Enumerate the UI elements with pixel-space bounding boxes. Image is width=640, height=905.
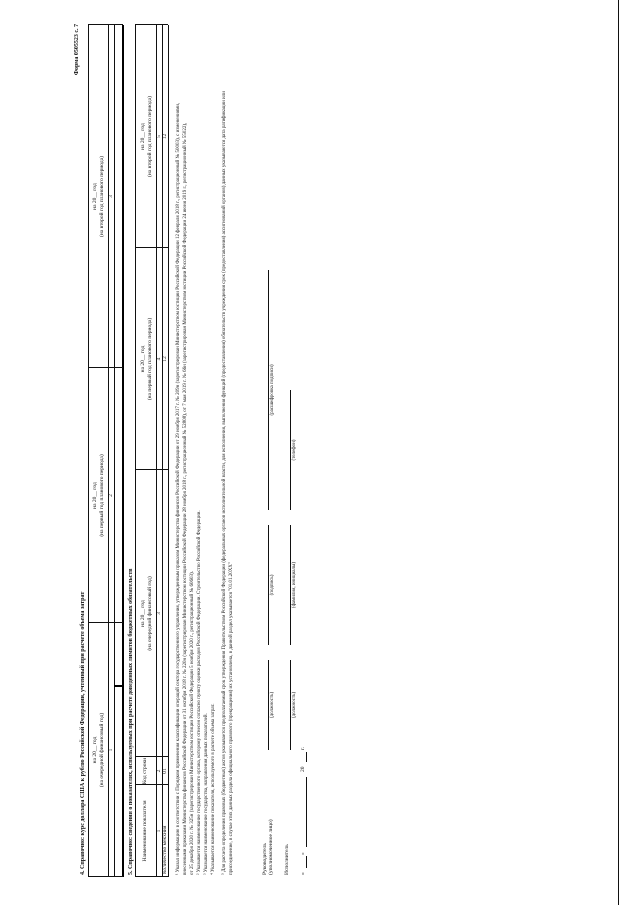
head-position-caption: (должность) <box>270 691 275 719</box>
head-decode-line[interactable] <box>268 270 269 510</box>
s5-top-border <box>135 25 136 877</box>
date-year-prefix: 20 <box>300 766 306 772</box>
s5-num-col3: 3 <box>156 612 162 615</box>
section4-title: 4. Справочно: курс доллара США к рублю Российской Федерации, учтенный при расчете объема затрат <box>80 591 86 875</box>
footnote-1-end: от 25 декабря 2020 г. № 325н (зарегистрирован Министерством юстиции Российской Федерации 5 ноября 2020 г., регистрационный № 60603). <box>190 571 195 875</box>
head-signature-line[interactable] <box>268 525 269 645</box>
date-open-quote: « <box>300 872 306 875</box>
s4-value-cell-mark <box>114 685 123 687</box>
s5-col-code-header: Код строки <box>142 757 148 785</box>
head-position-line[interactable] <box>268 660 269 750</box>
exec-fio-caption: (фамилия, инициалы) <box>292 561 297 609</box>
s5-num-code: 2 <box>156 769 162 773</box>
head-decode-caption: (расшифровка подписи) <box>270 364 275 416</box>
s4-col3-caption: (на второй год планового периода) <box>99 156 105 237</box>
date-close-quote: » <box>300 852 306 855</box>
section5-title: 5. Справочно: сведения о показателях, используемых при расчете доведенных лимитов бюджетных обязательств <box>128 568 134 875</box>
s5-col3-year: на 20__ год <box>140 600 146 627</box>
exec-position-line[interactable] <box>290 660 291 750</box>
head-signature-caption: (подпись) <box>270 574 275 596</box>
s5-row-code: 01 <box>162 768 168 774</box>
s5-row-col4: 12 <box>162 356 168 362</box>
date-day-line[interactable] <box>306 856 307 868</box>
s4-num-bottom <box>114 25 115 877</box>
head-sub: (уполномоченное лицо) <box>268 819 274 875</box>
date-year-line[interactable] <box>306 752 307 762</box>
head-label: Руководитель <box>262 843 268 875</box>
s4-bottom-border <box>122 25 124 877</box>
s5-num-col5: 5 <box>156 135 162 138</box>
s5-row-col5: 12 <box>162 133 168 140</box>
s5-col4-year: на 20__ год <box>140 345 146 373</box>
s5-col3-caption: (на очередной финансовый год) <box>147 576 153 651</box>
exec-phone-caption: (телефон) <box>292 439 297 461</box>
form-id: Форма 0505523 с. 7 <box>74 24 80 76</box>
s4-top-border <box>88 25 89 877</box>
s5-col4-caption: (на первый год планового периода) <box>147 317 153 401</box>
s4-col3-year: на 20__ год <box>92 183 98 210</box>
exec-position-caption: (должность) <box>292 691 297 719</box>
date-year-suffix: г. <box>300 746 306 750</box>
footnote-3: ³ Указывается наименование государства, направления данных показателей. <box>204 713 209 875</box>
footnote-1: ¹ Указал информацию в соответствии с Порядком применения классификации операций сектора государственного управления, утвержденным приказом Министерства финансов Российской Федерации от 29 ноября 2017 г. № 209н (зарегистрирован Министерством юстиции Российской Федерации 12 февраля 2018 г., регистрационный № 50003), с изменениями, <box>176 102 181 875</box>
s5-row-bottom <box>168 25 169 877</box>
s4-col1-year: на 20__ год <box>92 736 98 764</box>
footnote-4: ⁴ Указывается наименование показателя, используемого в расчете объема затрат. <box>211 703 216 875</box>
s5-num-col4: 4 <box>156 357 162 361</box>
footnote-5-cont: присоединение, в случае этих данных раздела официального правового (прекращения) их установлена, в данной раздел указывается "01.01.20ХХ" <box>229 562 234 875</box>
s5-col5-caption: (на второй год планового периода) <box>147 96 153 177</box>
s4-col3-num: 3 <box>108 195 114 198</box>
s4-col2-year: на 20__ год <box>92 482 98 509</box>
footnote-1-cont: внесенными приказами Министерства финансов Российской Федерации от 31 октября 2018 г. № 220н (зарегистрирован Министерством юстиции Российской Федерации 28 ноября 2018 г., регистрационный № 52808), от 7 мая 2019 г. № 66н (зарегистрирован Министерством юстиции Российской Федерации 24 июня 2019 г., регистрационный № 55022), <box>183 122 188 875</box>
s4-col1-caption: (на очередной финансовый год) <box>99 712 105 788</box>
date-month-line[interactable] <box>306 777 307 847</box>
s5-row-label: Количество мекхния <box>162 825 168 874</box>
exec-phone-line[interactable] <box>290 390 291 510</box>
footnote-5: ⁵ Для расчета определения правовых (бюджетных) актов указывается предполагаемый срок утверждения Правительством Российской Федерации (федеральных органов исполнительной власти, для исполнения, выполнения функций (предоставления) обязательств учреждения срок (предоставления) ассигнований органов) данных указываются дата ратификации или <box>222 91 227 875</box>
s4-col2-caption: (на первый год планового периода) <box>99 454 105 537</box>
exec-label: Исполнитель <box>284 844 290 875</box>
s5-left-border <box>135 876 168 877</box>
s5-num-name: 1 <box>156 829 162 833</box>
exec-fio-line[interactable] <box>290 525 291 645</box>
page-bottom-edge <box>618 0 619 905</box>
s4-col2-num: 2 <box>108 494 114 497</box>
s5-col-name-header: Наименование показателя <box>142 800 148 862</box>
s4-col1-num: 1 <box>108 748 114 752</box>
s5-col5-year: на 20__ год <box>140 123 146 150</box>
footnote-2: ² Указывается наименование государственного органа, которому отнесен согласно пункту оценки расходов Российской Федерации. Строительство Российской Федерации. <box>197 510 202 875</box>
